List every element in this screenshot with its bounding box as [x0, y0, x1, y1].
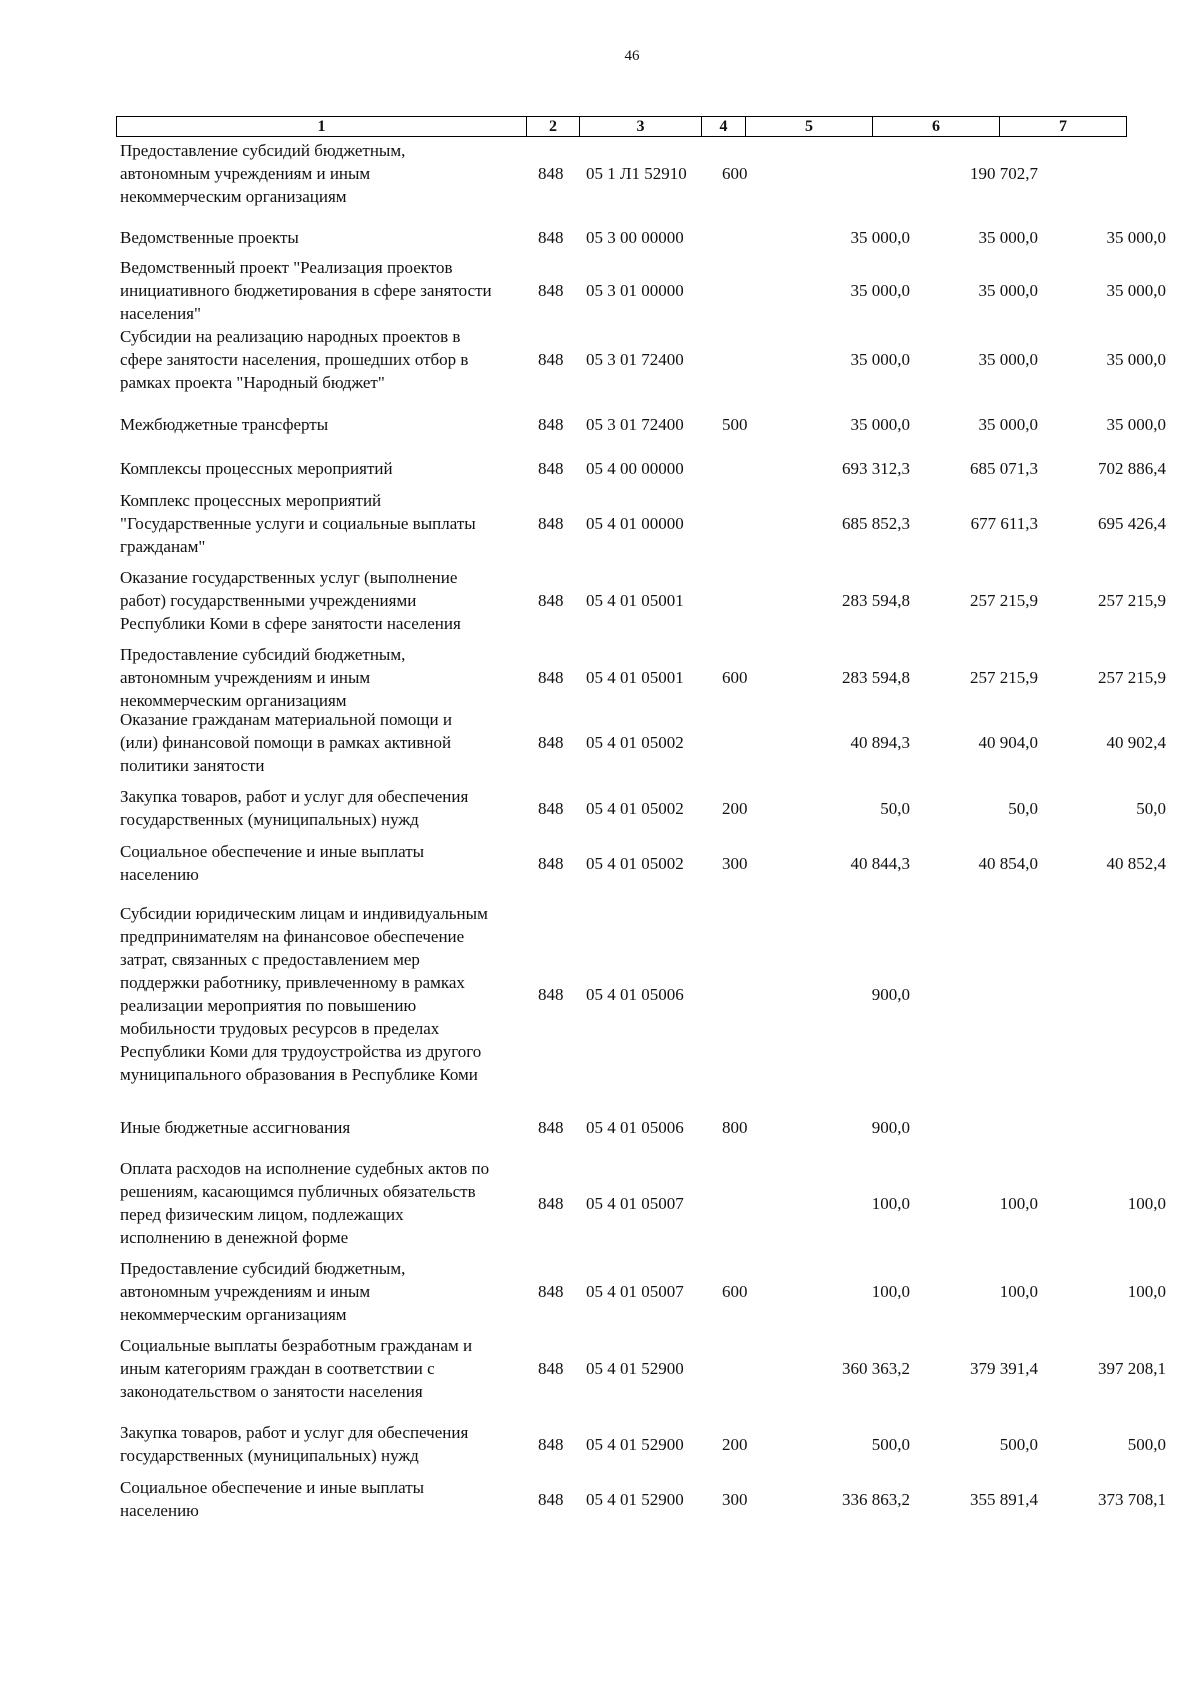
row-s6: 35 000,0 [978, 280, 1038, 300]
row-vr: 500 [722, 414, 748, 434]
row-s6: 35 000,0 [978, 349, 1038, 369]
row-vr: 600 [722, 1281, 748, 1301]
row-csr: 05 4 01 52900 [586, 1358, 684, 1378]
row-vr: 200 [722, 798, 748, 818]
row-name: Предоставление субсидий бюджетным, автономным учреждениям и иным некоммерческим организациям [120, 644, 406, 710]
row-s5: 336 863,2 [842, 1489, 910, 1509]
row-s6: 50,0 [1008, 798, 1038, 818]
row-vr [712, 1332, 762, 1404]
row-vr [712, 564, 762, 636]
row-s5: 685 852,3 [842, 513, 910, 533]
row-vr: 800 [722, 1117, 748, 1137]
row-s6: 685 071,3 [970, 458, 1038, 478]
row-vr [712, 453, 762, 483]
row-vr [712, 706, 762, 778]
row-s7 [1012, 894, 1166, 1094]
row-csr: 05 3 01 00000 [586, 280, 684, 300]
row-s6: 40 854,0 [978, 853, 1038, 873]
row-name: Социальное обеспечение и иные выплаты населению [120, 842, 425, 884]
table-row [116, 1112, 1128, 1142]
row-vr [712, 254, 762, 326]
row-name: Закупка товаров, работ и услуг для обеспечения государственных (муниципальных) нужд [120, 787, 469, 829]
table-row [116, 1255, 1166, 1327]
table-row [116, 1476, 1166, 1522]
row-s6: 35 000,0 [978, 414, 1038, 434]
row-s7: 40 852,4 [1106, 853, 1166, 873]
row-csr: 05 4 01 05001 [586, 590, 684, 610]
row-ved: 848 [538, 1358, 564, 1378]
row-csr: 05 4 01 05006 [586, 984, 684, 1004]
row-vr: 300 [722, 853, 748, 873]
row-s6: 257 215,9 [970, 590, 1038, 610]
row-csr: 05 4 01 05002 [586, 732, 684, 752]
row-csr: 05 3 01 72400 [586, 414, 684, 434]
table-row [116, 222, 1166, 252]
row-s5: 100,0 [871, 1281, 910, 1301]
row-name: Предоставление субсидий бюджетным, автономным учреждениям и иным некоммерческим организациям [120, 1258, 406, 1324]
row-ved: 848 [538, 732, 564, 752]
row-s7: 35 000,0 [1106, 349, 1166, 369]
row-s7: 500,0 [1127, 1434, 1166, 1454]
table-row [116, 453, 1166, 483]
row-csr: 05 3 00 00000 [586, 227, 684, 247]
row-vr: 200 [722, 1434, 748, 1454]
row-s7: 373 708,1 [1098, 1489, 1166, 1509]
row-ved: 848 [538, 163, 564, 183]
table-row [116, 254, 1166, 326]
row-vr [712, 222, 762, 252]
row-s7: 35 000,0 [1106, 227, 1166, 247]
row-ved: 848 [538, 280, 564, 300]
table-row [116, 487, 1166, 559]
row-s6: 379 391,4 [970, 1358, 1038, 1378]
row-name: Субсидии на реализацию народных проектов в сфере занятости населения, прошедших отбор в рамках проекта "Народный бюджет" [120, 326, 469, 392]
row-s5: 283 594,8 [842, 590, 910, 610]
table-row [116, 706, 1166, 778]
row-s5: 693 312,3 [842, 458, 910, 478]
table-row [116, 564, 1166, 636]
table-row [116, 840, 1166, 886]
row-csr: 05 4 01 05007 [586, 1193, 684, 1213]
row-ved: 848 [538, 1434, 564, 1454]
row-name: Социальное обеспечение и иные выплаты населению [120, 1478, 425, 1520]
row-s7: 257 215,9 [1098, 667, 1166, 687]
row-s6: 35 000,0 [978, 227, 1038, 247]
row-csr: 05 1 Л1 52910 [586, 163, 687, 183]
row-csr: 05 4 01 05006 [586, 1117, 684, 1137]
row-s6: 500,0 [999, 1434, 1038, 1454]
row-csr: 05 3 01 72400 [586, 349, 684, 369]
header-col-3: 3 [580, 117, 702, 137]
row-s7: 50,0 [1136, 798, 1166, 818]
row-ved: 848 [538, 227, 564, 247]
row-vr [712, 323, 762, 395]
row-csr: 05 4 01 05001 [586, 667, 684, 687]
row-s5: 900,0 [871, 1117, 910, 1137]
row-ved: 848 [538, 984, 564, 1004]
row-s5: 35 000,0 [850, 349, 910, 369]
row-name: Ведомственные проекты [120, 227, 299, 247]
table-row [116, 1154, 1166, 1252]
row-name: Предоставление субсидий бюджетным, автономным учреждениям и иным некоммерческим организациям [120, 140, 406, 206]
row-vr [712, 1154, 762, 1252]
row-name: Социальные выплаты безработным гражданам и иным категориям граждан в соответствии с законодательством о занятости населения [120, 1335, 473, 1401]
row-csr: 05 4 01 05002 [586, 798, 684, 818]
row-s5: 900,0 [871, 984, 910, 1004]
row-s5: 50,0 [880, 798, 910, 818]
table-row [116, 404, 1166, 444]
row-s5: 500,0 [871, 1434, 910, 1454]
row-s7 [1012, 137, 1166, 209]
header-col-4: 4 [702, 117, 746, 137]
row-name: Комплекс процессных мероприятий "Государственные услуги и социальные выплаты гражданам" [120, 490, 476, 556]
row-s5: 100,0 [871, 1193, 910, 1213]
row-ved: 848 [538, 414, 564, 434]
row-s7: 397 208,1 [1098, 1358, 1166, 1378]
row-ved: 848 [538, 1281, 564, 1301]
table-header [116, 116, 1127, 137]
table-row [116, 641, 1166, 713]
row-s7: 695 426,4 [1098, 513, 1166, 533]
table-row [116, 785, 1166, 831]
header-col-5: 5 [746, 117, 873, 137]
row-name: Оплата расходов на исполнение судебных актов по решениям, касающимся публичных обязательств перед физическим лицом, подлежащих исполнению в денежной форме [120, 1159, 490, 1247]
row-csr: 05 4 01 00000 [586, 513, 684, 533]
row-ved: 848 [538, 1117, 564, 1137]
row-s5: 40 844,3 [850, 853, 910, 873]
row-s7: 100,0 [1127, 1193, 1166, 1213]
table-row [116, 1332, 1166, 1404]
row-csr: 05 4 01 05007 [586, 1281, 684, 1301]
row-ved: 848 [538, 853, 564, 873]
table-row [116, 323, 1166, 395]
row-name: Закупка товаров, работ и услуг для обеспечения государственных (муниципальных) нужд [120, 1423, 469, 1465]
row-s6: 40 904,0 [978, 732, 1038, 752]
row-s7: 35 000,0 [1106, 280, 1166, 300]
row-s6: 100,0 [999, 1193, 1038, 1213]
row-ved: 848 [538, 513, 564, 533]
row-ved: 848 [538, 798, 564, 818]
row-name: Оказание государственных услуг (выполнение работ) государственными учреждениями Республики Коми в сфере занятости населения [120, 567, 461, 633]
row-vr: 600 [722, 667, 748, 687]
row-ved: 848 [538, 667, 564, 687]
row-csr: 05 4 00 00000 [586, 458, 684, 478]
row-name: Комплексы процессных мероприятий [120, 458, 393, 478]
row-csr: 05 4 01 52900 [586, 1489, 684, 1509]
row-s6: 190 702,7 [970, 163, 1038, 183]
row-s6: 355 891,4 [970, 1489, 1038, 1509]
row-s6: 677 611,3 [970, 513, 1038, 533]
row-s7: 257 215,9 [1098, 590, 1166, 610]
header-col-7: 7 [1000, 117, 1127, 137]
table-row [116, 1421, 1166, 1467]
row-vr: 300 [722, 1489, 748, 1509]
row-name: Оказание гражданам материальной помощи и (или) финансовой помощи в рамках активной политики занятости [120, 709, 452, 775]
row-s7: 35 000,0 [1106, 414, 1166, 434]
row-s5: 35 000,0 [850, 227, 910, 247]
row-ved: 848 [538, 590, 564, 610]
row-csr: 05 4 01 52900 [586, 1434, 684, 1454]
header-col-2: 2 [527, 117, 580, 137]
row-s5: 35 000,0 [850, 414, 910, 434]
row-name: Иные бюджетные ассигнования [120, 1117, 351, 1137]
table-row [116, 894, 1128, 1094]
row-name: Субсидии юридическим лицам и индивидуальным предпринимателям на финансовое обеспечение затрат, связанных с предоставлением мер поддержки работнику, привлеченному в рамках реализации мероприятия по повышению мобильности трудовых ресурсов в пределах Республики Коми для трудоустройства из другого муниципального образования в Республике Коми [120, 904, 488, 1084]
row-s5: 40 894,3 [850, 732, 910, 752]
row-s7: 702 886,4 [1098, 458, 1166, 478]
header-col-1: 1 [117, 117, 527, 137]
row-s7: 100,0 [1127, 1281, 1166, 1301]
row-csr: 05 4 01 05002 [586, 853, 684, 873]
row-s5: 283 594,8 [842, 667, 910, 687]
row-s6: 257 215,9 [970, 667, 1038, 687]
row-vr [712, 487, 762, 559]
row-ved: 848 [538, 1193, 564, 1213]
table-row [116, 137, 1128, 209]
header-col-6: 6 [873, 117, 1000, 137]
row-name: Ведомственный проект "Реализация проектов инициативного бюджетирования в сфере занятости населения" [120, 257, 492, 323]
row-s5: 35 000,0 [850, 280, 910, 300]
row-s6: 100,0 [999, 1281, 1038, 1301]
row-ved: 848 [538, 349, 564, 369]
row-s7: 40 902,4 [1106, 732, 1166, 752]
row-ved: 848 [538, 458, 564, 478]
row-vr [712, 894, 762, 1094]
row-vr: 600 [722, 163, 748, 183]
row-ved: 848 [538, 1489, 564, 1509]
row-name: Межбюджетные трансферты [120, 414, 329, 434]
page-number: 46 [624, 48, 640, 64]
row-s5: 360 363,2 [842, 1358, 910, 1378]
row-s7 [1012, 1112, 1166, 1142]
